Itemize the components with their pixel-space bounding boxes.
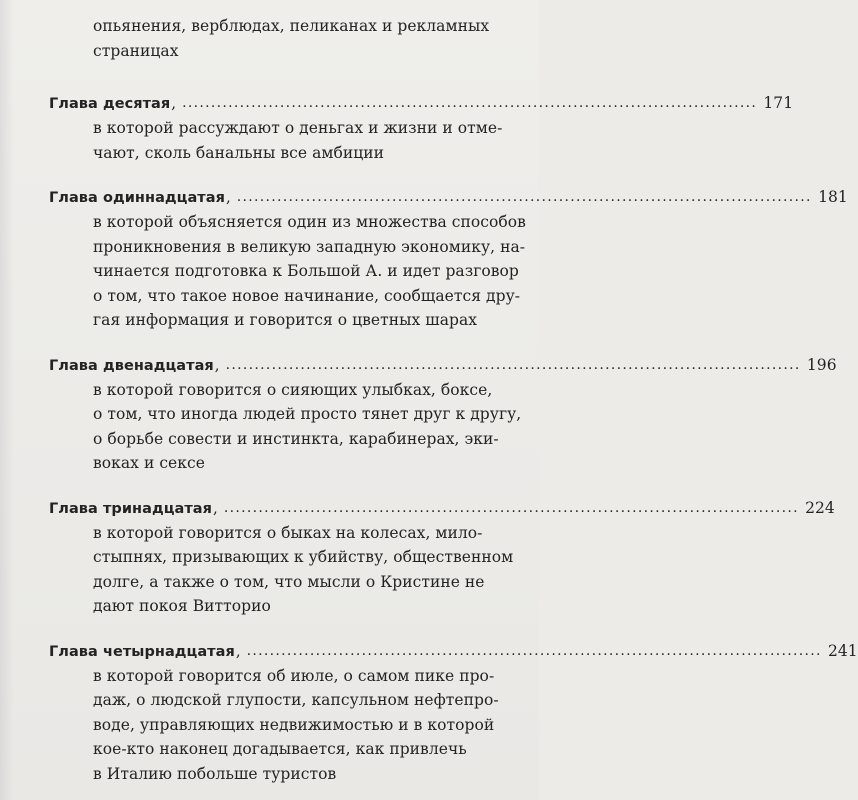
toc-entry-10-heading: [49, 94, 794, 112]
toc-entry-14-heading: [49, 642, 858, 660]
dot-leader: ....................................................................................................: [246, 643, 822, 659]
chapter-10-description-line-1: в которой рассуждают о деньгах и жизни и отме-: [93, 119, 503, 137]
chapter-10-title: Глава десятая: [49, 96, 171, 112]
chapter-12-description-line-1: в которой говорится о сияющих улыбках, боксе,: [93, 381, 493, 399]
chapter-12-description-line-4: воках и сексе: [93, 454, 205, 472]
chapter-14-description-line-3: воде, управляющих недвижимостью и в которой: [93, 716, 495, 734]
chapter-11-description-line-5: гая информация и говорится о цветных шарах: [93, 311, 478, 329]
chapter-11-description-line-3: чинается подготовка к Большой А. и идет разговор: [93, 262, 519, 280]
title-comma: ,: [171, 94, 177, 112]
chapter-11-description-line-2: проникновения в великую западную экономику, на-: [93, 238, 526, 256]
dot-leader: ....................................................................................................: [223, 500, 799, 516]
toc-entry-13-heading: [49, 499, 835, 517]
chapter-12-description-line-2: о том, что иногда людей просто тянет друг к другу,: [93, 405, 522, 423]
toc-carryover-line-1: опьянения, верблюдах, пеликанах и рекламных: [93, 17, 490, 35]
chapter-14-description-line-2: даж, о людской глупости, капсульном нефтепро-: [93, 691, 499, 709]
toc-entry-11-heading: [49, 188, 848, 206]
chapter-13-page: 224: [805, 499, 835, 517]
chapter-14-page: 241: [827, 642, 858, 660]
chapter-14-description-line-1: в которой говорится об июле, о самом пике про-: [93, 667, 495, 685]
chapter-10-description-line-2: чают, сколь банальны все амбиции: [93, 144, 385, 162]
chapter-11-title: Глава одиннадцатая: [49, 190, 225, 206]
chapter-10-page: 171: [763, 94, 794, 112]
chapter-11-description-line-1: в которой объясняется один из множества способов: [93, 213, 526, 231]
toc-entry-12-heading: [49, 356, 837, 374]
chapter-14-description-line-5: в Италию побольше туристов: [93, 765, 337, 783]
chapter-12-title: Глава двенадцатая: [49, 358, 214, 374]
chapter-13-description-line-3: долге, а также о том, что мысли о Кристине не: [93, 573, 485, 591]
title-comma: ,: [225, 188, 231, 206]
chapter-11-page: 181: [818, 188, 848, 206]
chapter-11-description-line-4: о том, что такое новое начинание, сообщается дру-: [93, 287, 521, 305]
dot-leader: ....................................................................................................: [182, 95, 758, 111]
chapter-13-title: Глава тринадцатая: [49, 501, 212, 517]
title-comma: ,: [235, 642, 241, 660]
chapter-12-description-line-3: о борьбе совести и инстинкта, карабинерах, эки-: [93, 430, 499, 448]
title-comma: ,: [214, 356, 220, 374]
toc-carryover-line-2: страницах: [93, 42, 179, 60]
chapter-14-title: Глава четырнадцатая: [49, 644, 235, 660]
chapter-13-description-line-2: стыпнях, призывающих к убийству, общественном: [93, 548, 514, 566]
chapter-12-page: 196: [806, 356, 837, 374]
chapter-13-description-line-1: в которой говорится о быках на колесах, мило-: [93, 524, 483, 542]
title-comma: ,: [213, 499, 218, 517]
chapter-13-description-line-4: дают покоя Витторио: [93, 597, 271, 615]
chapter-14-description-line-4: кое-кто наконец догадывается, как привлечь: [93, 740, 467, 758]
dot-leader: ....................................................................................................: [236, 189, 812, 205]
dot-leader: ....................................................................................................: [225, 357, 801, 373]
